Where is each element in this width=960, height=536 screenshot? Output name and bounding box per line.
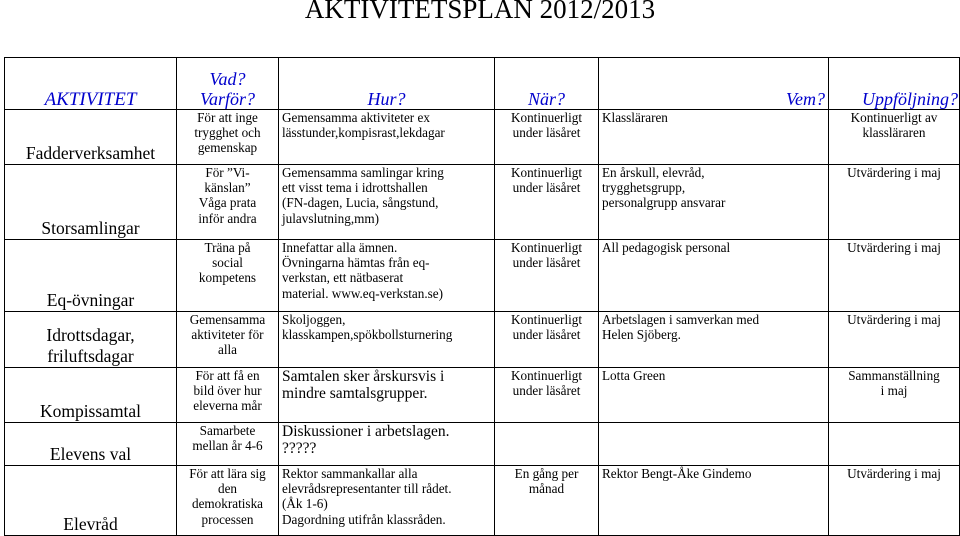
cell-varfor-line: För att inge <box>197 110 258 125</box>
cell-varfor-line: För att lära sig <box>189 466 266 481</box>
cell-varfor-line: känslan” <box>204 180 251 196</box>
header-uppfoljning: Uppföljning? <box>829 58 960 110</box>
header-varfor: Varför? <box>199 89 255 109</box>
header-vem: Vem? <box>599 58 829 110</box>
cell-aktivitet <box>5 110 177 165</box>
cell-hur <box>279 466 495 536</box>
cell-uppfoljning <box>829 466 960 536</box>
cell-vem-line: All pedagogisk personal <box>602 240 731 255</box>
cell-hur-line: Övningarna hämtas från eq- <box>282 255 430 271</box>
cell-vem-line: Helen Sjöberg. <box>602 327 681 343</box>
cell-nar-line: Kontinuerligt <box>510 165 583 180</box>
cell-hur-line: mindre samtalsgrupper. <box>282 385 428 402</box>
cell-varfor-line: aktiviteter för <box>191 327 264 343</box>
cell-hur-line: lässtunder,kompisrast,lekdagar <box>282 125 445 141</box>
cell-uppfoljning <box>829 423 960 466</box>
cell-vem <box>599 165 829 240</box>
cell-hur-line: material. www.eq-verkstan.se) <box>282 285 443 301</box>
page-title: AKTIVITETSPLAN 2012/2013 <box>304 0 656 24</box>
cell-varfor <box>177 368 279 423</box>
cell-uppfoljning-line: Utvärdering i maj <box>847 240 941 255</box>
cell-aktivitet <box>5 466 177 536</box>
activity-plan-table <box>4 57 960 536</box>
header-aktivitet: AKTIVITET <box>5 58 177 110</box>
cell-aktivitet-line: Storsamlingar <box>41 218 140 238</box>
table-row <box>5 240 960 312</box>
cell-uppfoljning <box>829 240 960 312</box>
cell-varfor-line: Gemensamma <box>189 312 266 327</box>
cell-nar <box>495 312 599 368</box>
header-row <box>5 58 960 110</box>
cell-nar <box>495 110 599 165</box>
table-row <box>5 466 960 536</box>
cell-uppfoljning-line: Kontinuerligt av <box>850 110 938 125</box>
cell-uppfoljning <box>829 312 960 368</box>
cell-varfor-line: demokratiska <box>191 496 264 512</box>
cell-vem <box>599 423 829 466</box>
cell-vem-line: personalgrupp ansvarar <box>602 195 726 211</box>
cell-hur <box>279 240 495 312</box>
cell-hur-line: Innefattar alla ämnen. <box>282 240 398 255</box>
cell-hur-line: Rektor sammankallar alla <box>282 466 418 481</box>
cell-aktivitet <box>5 312 177 368</box>
cell-varfor-line: gemenskap <box>197 140 258 156</box>
cell-aktivitet-line: Fadderverksamhet <box>25 143 156 163</box>
cell-varfor <box>177 240 279 312</box>
cell-nar-line: under läsåret <box>512 383 581 399</box>
cell-nar-line: under läsåret <box>512 180 581 196</box>
cell-nar <box>495 466 599 536</box>
cell-nar-line: Kontinuerligt <box>510 312 583 327</box>
cell-varfor-line: den <box>217 481 238 497</box>
header-vad: Vad? <box>209 69 246 89</box>
cell-aktivitet-line: Elevens val <box>49 444 132 464</box>
cell-vem-line: Rektor Bengt-Åke Gindemo <box>602 466 752 481</box>
cell-varfor <box>177 423 279 466</box>
table-row <box>5 312 960 368</box>
header-nar: När? <box>495 58 599 110</box>
cell-aktivitet <box>5 368 177 423</box>
cell-aktivitet <box>5 423 177 466</box>
cell-varfor <box>177 165 279 240</box>
cell-vem-line: Klassläraren <box>602 110 668 125</box>
cell-hur <box>279 165 495 240</box>
cell-vem <box>599 110 829 165</box>
cell-hur-line: Gemensamma aktiviteter ex <box>282 110 430 125</box>
cell-vem-line: En årskull, elevråd, <box>602 165 705 180</box>
cell-vem <box>599 312 829 368</box>
cell-varfor-line: bild över hur <box>193 383 262 399</box>
header-vad-varfor <box>177 58 279 110</box>
cell-nar <box>495 240 599 312</box>
cell-varfor-line: Samarbete <box>199 423 256 438</box>
cell-varfor-line: mellan år 4-6 <box>192 438 263 454</box>
cell-vem <box>599 466 829 536</box>
cell-nar-line: Kontinuerligt <box>510 240 583 255</box>
cell-varfor-line: alla <box>217 342 238 358</box>
cell-hur <box>279 312 495 368</box>
cell-vem-line: Arbetslagen i samverkan med <box>602 312 760 327</box>
cell-nar <box>495 423 599 466</box>
cell-uppfoljning <box>829 110 960 165</box>
cell-aktivitet <box>5 165 177 240</box>
cell-hur-line: Skoljoggen, <box>282 312 346 327</box>
table-row <box>5 423 960 466</box>
cell-vem <box>599 240 829 312</box>
cell-varfor <box>177 110 279 165</box>
cell-uppfoljning-line: Utvärdering i maj <box>847 165 941 180</box>
cell-varfor-line: För att få en <box>195 368 260 383</box>
header-hur: Hur? <box>279 58 495 110</box>
cell-vem <box>599 368 829 423</box>
cell-uppfoljning-line: Sammanställning <box>848 368 940 383</box>
cell-hur-line: Dagordning utifrån klassråden. <box>282 511 446 527</box>
cell-vem-line: Lotta Green <box>602 368 666 383</box>
table-row <box>5 368 960 423</box>
cell-aktivitet <box>5 240 177 312</box>
cell-varfor-line: inför andra <box>198 210 257 226</box>
cell-nar <box>495 368 599 423</box>
cell-aktivitet-line: Kompissamtal <box>39 401 142 421</box>
cell-aktivitet-line: Eq-övningar <box>46 290 135 310</box>
cell-hur-line: Samtalen sker årskursvis i <box>282 368 445 385</box>
cell-uppfoljning <box>829 368 960 423</box>
cell-hur <box>279 423 495 466</box>
cell-hur-line: (FN-dagen, Lucia, sångstund, <box>282 195 439 211</box>
cell-uppfoljning-line: klassläraren <box>862 125 926 141</box>
cell-varfor-line: För ”Vi- <box>205 165 250 180</box>
cell-hur-line: (Åk 1-6) <box>282 496 328 512</box>
cell-hur-line: Gemensamma samlingar kring <box>282 165 444 180</box>
cell-varfor <box>177 312 279 368</box>
cell-uppfoljning-line: Utvärdering i maj <box>847 312 941 327</box>
cell-nar-line: Kontinuerligt <box>510 110 583 125</box>
cell-hur-line: verkstan, ett nätbaserat <box>282 270 404 286</box>
cell-hur-line: elevrådsrepresentanter till rådet. <box>282 481 452 497</box>
cell-varfor-line: Träna på <box>204 240 251 255</box>
cell-hur-line: julavslutning,mm) <box>282 210 380 226</box>
cell-nar-line: under läsåret <box>512 125 581 141</box>
cell-varfor-line: kompetens <box>198 270 257 286</box>
cell-varfor-line: social <box>212 255 243 271</box>
cell-vem-line: trygghetsgrupp, <box>602 180 686 196</box>
cell-hur-line: ????? <box>282 440 317 457</box>
cell-uppfoljning <box>829 165 960 240</box>
cell-aktivitet-line: Elevråd <box>63 514 118 534</box>
cell-hur <box>279 368 495 423</box>
cell-nar-line: under läsåret <box>512 327 581 343</box>
cell-hur-line: klasskampen,spökbollsturnering <box>282 327 453 343</box>
cell-varfor-line: processen <box>201 511 254 527</box>
cell-hur-line: ett visst tema i idrottshallen <box>282 180 428 196</box>
cell-aktivitet-line: Idrottsdagar, <box>46 325 135 345</box>
cell-uppfoljning-line: i maj <box>880 383 908 399</box>
cell-nar-line: månad <box>528 481 565 497</box>
cell-varfor <box>177 466 279 536</box>
table-row <box>5 165 960 240</box>
cell-varfor-line: eleverna mår <box>193 398 262 414</box>
cell-hur-line: Diskussioner i arbetslagen. <box>282 423 450 440</box>
cell-nar-line: under läsåret <box>512 255 581 271</box>
cell-nar-line: Kontinuerligt <box>510 368 583 383</box>
cell-aktivitet-line: friluftsdagar <box>47 346 134 366</box>
cell-uppfoljning-line: Utvärdering i maj <box>847 466 941 481</box>
table-row <box>5 110 960 165</box>
cell-hur <box>279 110 495 165</box>
cell-varfor-line: Våga prata <box>198 195 257 211</box>
cell-nar-line: En gång per <box>514 466 579 481</box>
cell-nar <box>495 165 599 240</box>
cell-varfor-line: trygghet och <box>194 125 261 141</box>
